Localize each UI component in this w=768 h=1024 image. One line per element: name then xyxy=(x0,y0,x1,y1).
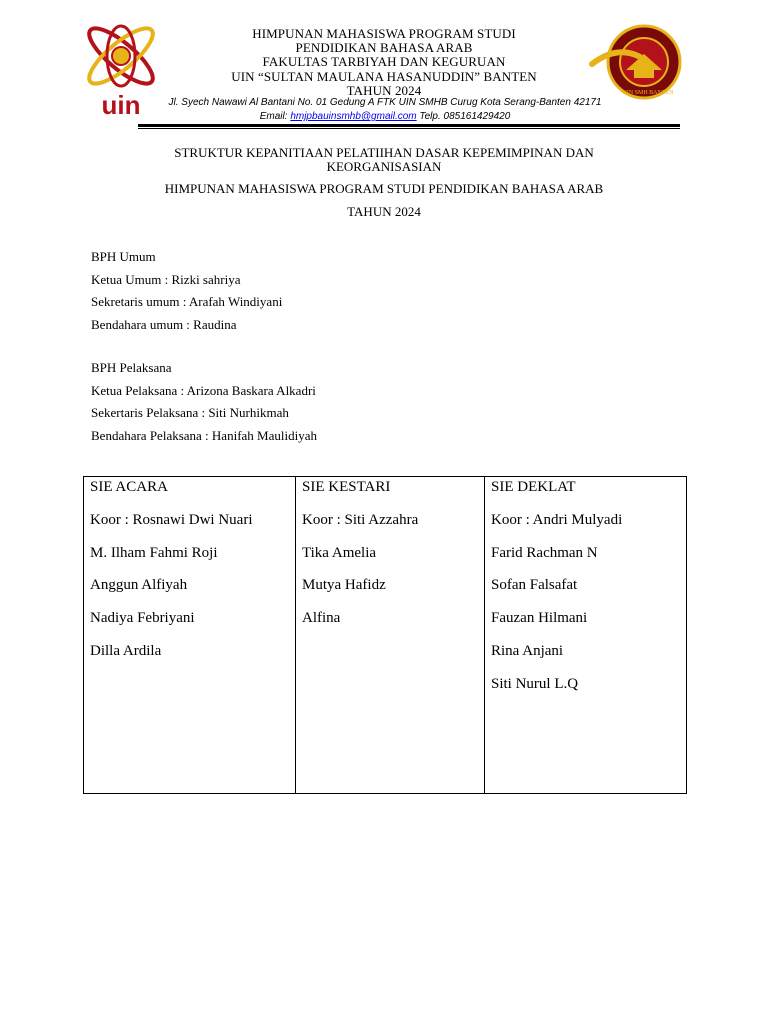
org-line: HIMPUNAN MAHASISWA PROGRAM STUDI xyxy=(252,26,516,41)
org-name-block xyxy=(170,27,598,98)
bph-umum-section xyxy=(91,249,282,339)
sie-member: Rina Anjani xyxy=(491,642,564,659)
sie-member: M. Ilham Fahmi Roji xyxy=(90,544,218,561)
document-subtitle: HIMPUNAN MAHASISWA PROGRAM STUDI PENDIDIKAN BAHASA ARAB xyxy=(164,181,604,196)
sie-member: Tika Amelia xyxy=(302,544,377,561)
sie-member: Anggun Alfiyah xyxy=(90,577,188,594)
sie-acara-cell xyxy=(84,477,296,794)
contact-line xyxy=(140,111,630,123)
sie-member: Siti Nurul L.Q xyxy=(491,675,579,692)
member-line: Ketua Pelaksana : Arizona Baskara Alkadri xyxy=(91,382,316,398)
sie-table xyxy=(83,476,687,794)
member-line: Sekretaris umum : Arafah Windiyani xyxy=(91,294,283,309)
sie-heading: SIE DEKLAT xyxy=(491,479,576,495)
table-row xyxy=(84,477,687,794)
member-line: Ketua Umum : Rizki sahriya xyxy=(91,271,241,287)
himpunan-emblem-logo xyxy=(588,24,696,104)
sie-deklat-cell xyxy=(485,477,687,794)
member-line: Bendahara umum : Raudina xyxy=(91,316,237,332)
sie-heading: SIE KESTARI xyxy=(302,479,391,495)
member-line: Sekertaris Pelaksana : Siti Nurhikmah xyxy=(91,405,289,420)
letterhead-divider-thin xyxy=(138,128,680,129)
letterhead-divider xyxy=(138,124,680,127)
sie-member: Nadiya Febriyani xyxy=(90,610,195,627)
sie-member: Koor : Siti Azzahra xyxy=(302,511,419,528)
sie-member: Alfina xyxy=(302,610,341,627)
sie-heading: SIE ACARA xyxy=(90,479,168,495)
org-line: PENDIDIKAN BAHASA ARAB xyxy=(295,40,473,56)
org-line: UIN “SULTAN MAULANA HASANUDDIN” BANTEN xyxy=(231,68,537,84)
section-heading: BPH Pelaksana xyxy=(91,360,172,375)
address-line: Jl. Syech Nawawi Al Bantani No. 01 Gedung A FTK UIN SMHB Curug Kota Serang-Banten 42171 xyxy=(168,97,602,108)
section-heading: BPH Umum xyxy=(91,249,156,264)
org-line: TAHUN 2024 xyxy=(346,82,422,98)
document-title: STRUKTUR KEPANITIAAN PELATIIHAN DASAR KEPEMIMPINAN DAN KEORGANISASIAN xyxy=(174,145,594,174)
org-line: FAKULTAS TARBIYAH DAN KEGURUAN xyxy=(262,54,506,70)
sie-member: Koor : Andri Mulyadi xyxy=(491,511,623,528)
sie-member: Sofan Falsafat xyxy=(491,577,578,594)
email-link[interactable]: hmjpbauinsmhb@gmail.com xyxy=(290,111,417,122)
uin-logo-text: uin xyxy=(101,90,141,118)
phone-text: Telp. 085161429420 xyxy=(419,111,511,122)
bph-pelaksana-section xyxy=(91,360,317,450)
email-label: Email: xyxy=(259,111,288,122)
sie-member: Fauzan Hilmani xyxy=(491,610,588,627)
sie-member: Koor : Rosnawi Dwi Nuari xyxy=(90,511,253,528)
sie-kestari-cell xyxy=(296,477,485,794)
sie-member: Dilla Ardila xyxy=(90,642,162,659)
document-year: TAHUN 2024 xyxy=(347,204,421,219)
sie-member: Farid Rachman N xyxy=(491,544,598,561)
sie-member: Mutya Hafidz xyxy=(302,577,386,594)
emblem-logo-text: UIN SMH BANTEN xyxy=(622,90,674,96)
member-line: Bendahara Pelaksana : Hanifah Maulidiyah xyxy=(91,427,317,443)
